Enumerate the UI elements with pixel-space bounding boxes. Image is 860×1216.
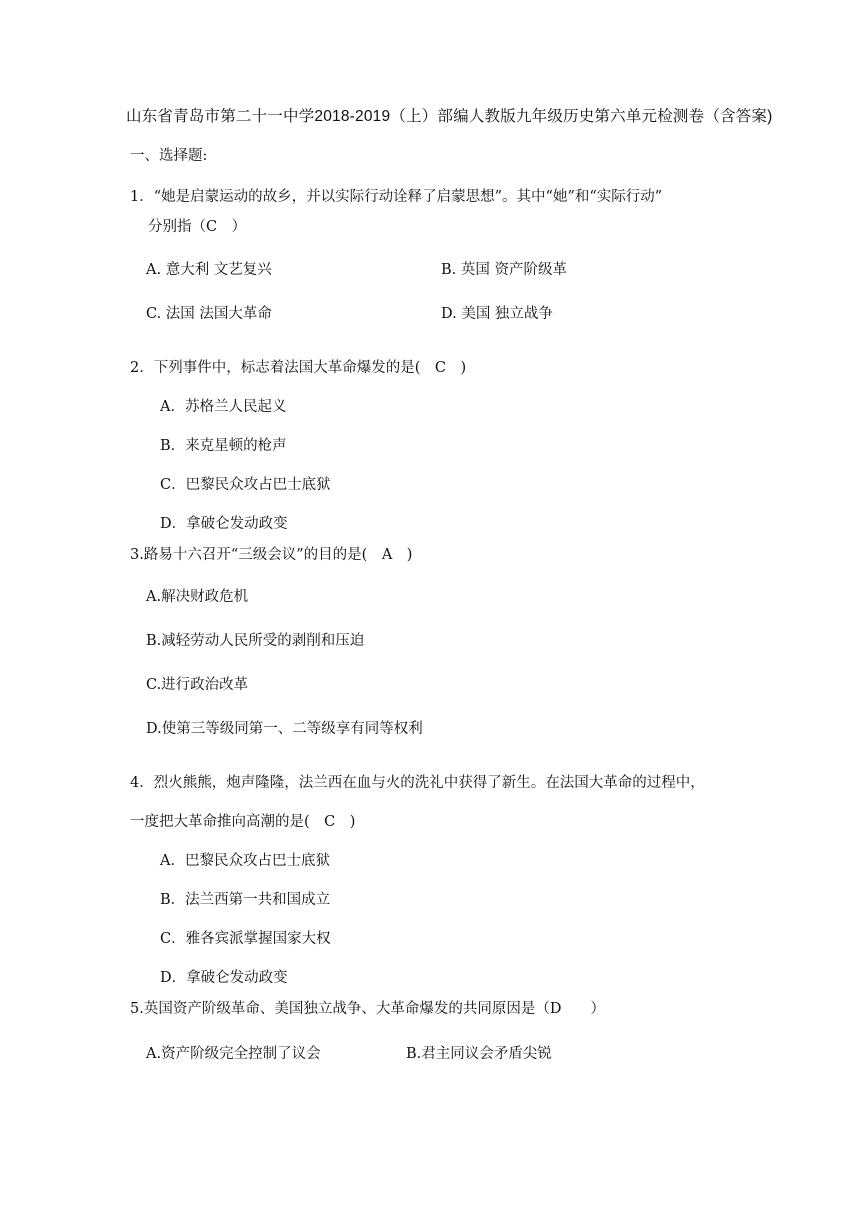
question-3-text: 3.路易十六召开“三级会议”的目的是( A ) [130, 547, 413, 563]
section-heading: 一、选择题: [130, 148, 208, 164]
question-4-option-b: B．法兰西第一共和国成立 [160, 892, 331, 908]
question-4-option-d: D．拿破仑发动政变 [160, 970, 288, 986]
question-3-option-a: A.解决财政危机 [146, 589, 249, 605]
question-1-option-c: C. 法国 法国大革命 [146, 306, 272, 322]
question-1-option-d: D. 美国 独立战争 [441, 306, 553, 322]
document-title: 山东省青岛市第二十一中学2018-2019（上）部编人教版九年级历史第六单元检测卷（含答案) [126, 108, 773, 125]
question-2-option-b: B．来克星顿的枪声 [160, 438, 287, 454]
question-4-text: 4．烈火熊熊，炮声隆隆，法兰西在血与火的洗礼中获得了新生。在法国大革命的过程中， [130, 775, 705, 791]
question-3-option-d: D.使第三等级同第一、二等级享有同等权利 [146, 721, 423, 737]
question-3-option-c: C.进行政治改革 [146, 677, 249, 693]
question-5-text: 5.英国资产阶级革命、美国独立战争、大革命爆发的共同原因是（D ） [130, 1001, 605, 1017]
question-3-option-b: B.减轻劳动人民所受的剥削和压迫 [146, 633, 365, 649]
question-4-option-a: A．巴黎民众攻占巴士底狱 [160, 853, 330, 869]
question-2-option-d: D．拿破仑发动政变 [160, 516, 288, 532]
question-2-option-a: A．苏格兰人民起义 [160, 399, 287, 415]
question-2-option-c: C．巴黎民众攻占巴士底狱 [160, 477, 331, 493]
question-1-option-a: A. 意大利 文艺复兴 [146, 262, 272, 278]
question-1-option-b: B. 英国 资产阶级革 [441, 262, 567, 278]
question-5-option-a: A.资产阶级完全控制了议会 [146, 1046, 321, 1062]
question-2-text: 2．下列事件中，标志着法国大革命爆发的是( C ) [130, 360, 467, 376]
question-4-text-cont: 一度把大革命推向高潮的是( C ) [130, 814, 356, 830]
question-5-option-b: B.君主同议会矛盾尖锐 [406, 1046, 552, 1062]
question-1-text-cont: 分别指（C ） [148, 219, 247, 235]
question-4-option-c: C．雅各宾派掌握国家大权 [160, 931, 331, 947]
question-1-text: 1．“她是启蒙运动的故乡，并以实际行动诠释了启蒙思想”。其中“她”和“实际行动” [130, 189, 663, 205]
